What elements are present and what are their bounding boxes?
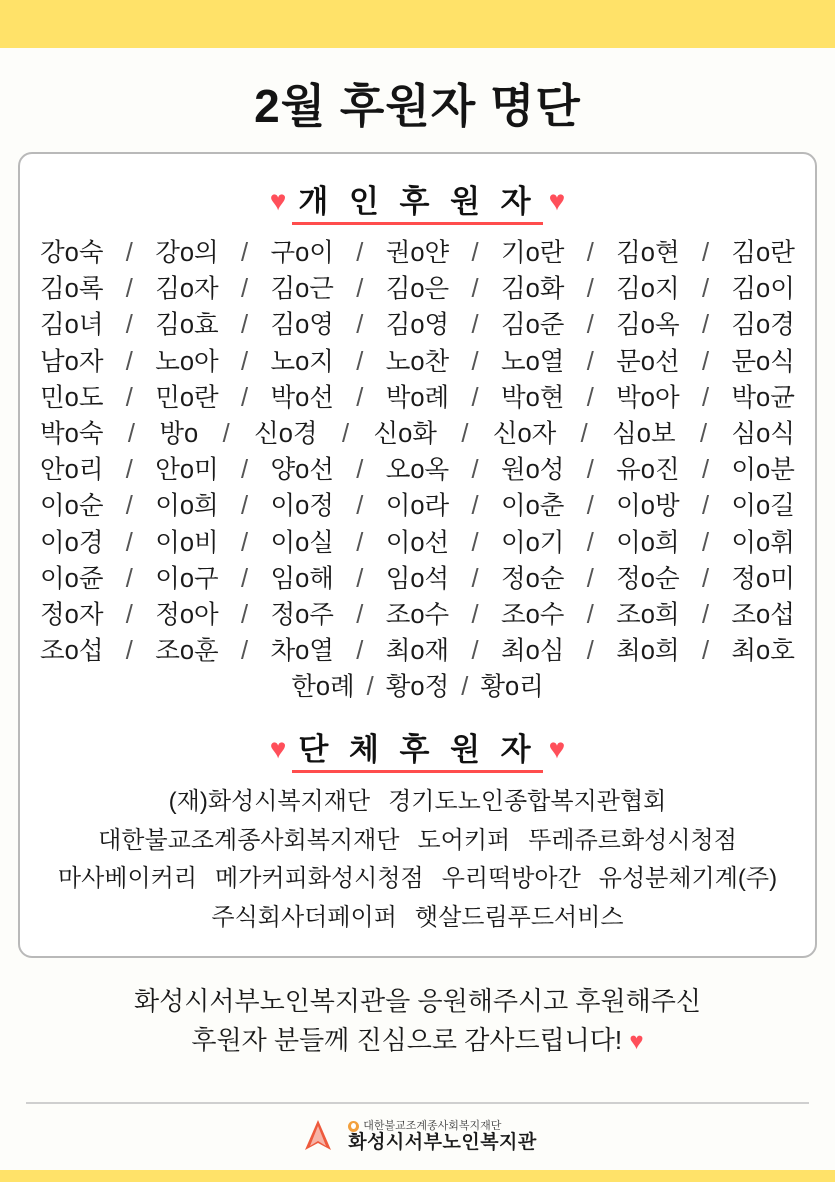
group-row: [34, 822, 801, 861]
name-separator: /: [356, 528, 364, 557]
group-donor-name: 마사베이커리: [57, 865, 198, 893]
donor-name: 정o순: [500, 564, 565, 593]
donor-name: 오o옥: [385, 456, 450, 485]
donor-name: 이o정: [270, 492, 334, 521]
group-section-label: 단 체 후 원 자: [292, 732, 542, 773]
name-separator: /: [356, 347, 364, 376]
name-separator: /: [356, 239, 364, 267]
group-row: [34, 783, 801, 822]
name-separator: /: [471, 528, 479, 557]
donor-name: 이o희: [616, 528, 680, 557]
group-section-heading: [34, 724, 801, 769]
donor-name: 심o보: [612, 420, 676, 449]
name-separator: /: [586, 601, 594, 630]
name-separator: /: [356, 492, 364, 521]
heart-icon-right: ♥: [548, 732, 566, 764]
name-separator: /: [241, 492, 249, 521]
donor-name: 정o주: [270, 601, 334, 630]
donor-name: 최o호: [731, 637, 795, 666]
name-separator: /: [125, 275, 133, 304]
donor-name: 조o희: [616, 601, 680, 630]
name-separator: /: [125, 347, 133, 376]
donor-row: [34, 380, 801, 416]
donor-name: 김o효: [155, 311, 219, 340]
group-donor-list: [34, 783, 801, 939]
name-separator: /: [461, 673, 469, 702]
donor-name: 정o자: [40, 601, 104, 630]
name-separator: /: [701, 456, 710, 485]
group-donor-name: 유성분체기계(주): [598, 865, 778, 893]
donor-name: 김o록: [40, 275, 104, 304]
donor-name: 정o미: [731, 564, 795, 593]
donor-row: [34, 271, 801, 307]
donor-name: 노o찬: [385, 347, 450, 376]
heart-icon: ♥: [629, 1028, 644, 1056]
donor-name: 노o지: [270, 347, 334, 376]
donor-name: 문o식: [731, 347, 795, 376]
name-separator: /: [241, 637, 249, 666]
donor-card: [18, 152, 817, 958]
donor-name: 임o해: [270, 564, 334, 593]
group-donor-name: 뚜레쥬르화성시청점: [528, 826, 737, 854]
bottom-color-band: [0, 1170, 835, 1182]
name-separator: /: [701, 528, 710, 557]
donor-name: 이o분: [731, 456, 795, 485]
name-separator: /: [125, 528, 133, 557]
donor-row: [34, 597, 801, 633]
donor-row: [34, 416, 801, 452]
name-separator: /: [586, 275, 594, 304]
donor-row: [34, 344, 801, 380]
name-separator: /: [471, 383, 479, 412]
group-donor-name: 주식회사더페이퍼: [211, 904, 397, 932]
name-separator: /: [125, 492, 133, 521]
name-separator: /: [461, 420, 469, 449]
name-separator: /: [701, 311, 710, 340]
donor-name: 방o: [159, 420, 199, 449]
donor-name: 김o현: [616, 239, 680, 267]
name-separator: /: [700, 420, 708, 449]
name-separator: /: [471, 564, 479, 593]
donor-name: 최o심: [500, 637, 565, 666]
closing-line-1: 화성시서부노인복지관을 응원해주시고 후원해주신: [134, 986, 701, 1017]
name-separator: /: [586, 564, 594, 593]
donor-name: 김o경: [731, 311, 795, 340]
name-separator: /: [471, 492, 479, 521]
name-separator: /: [701, 564, 710, 593]
donor-name: 노o열: [500, 347, 565, 376]
group-row: [34, 899, 801, 938]
name-separator: /: [471, 456, 479, 485]
donor-name: 구o이: [270, 239, 334, 267]
name-separator: /: [586, 456, 594, 485]
donor-name: 박o현: [500, 383, 565, 412]
donor-name: 신o자: [492, 420, 557, 449]
donor-name: 유o진: [616, 456, 680, 485]
name-separator: /: [701, 492, 710, 521]
logo-icon: [298, 1117, 338, 1157]
donor-name: 원o성: [500, 456, 565, 485]
name-separator: /: [701, 239, 710, 267]
donor-name: 이o비: [155, 528, 219, 557]
donor-name: 차o열: [270, 637, 334, 666]
name-separator: /: [586, 239, 594, 267]
name-separator: /: [356, 456, 364, 485]
name-separator: /: [241, 601, 249, 630]
donor-name: 최o희: [616, 637, 680, 666]
name-separator: /: [356, 564, 364, 593]
group-donor-name: 메가커피화성시청점: [215, 865, 424, 893]
name-separator: /: [701, 601, 710, 630]
donor-name: 이o쥰: [40, 564, 104, 593]
name-separator: /: [241, 383, 249, 412]
group-donor-name: 우리떡방아간: [441, 865, 581, 893]
name-separator: /: [241, 239, 249, 267]
donor-name: 조o섭: [40, 637, 104, 666]
donor-name: 강o숙: [40, 239, 104, 267]
donor-name: 신o화: [373, 420, 437, 449]
name-separator: /: [471, 347, 479, 376]
name-separator: /: [586, 383, 594, 412]
donor-name: 박o선: [270, 383, 334, 412]
page-title: 2월 후원자 명단: [254, 80, 581, 132]
name-separator: /: [125, 383, 133, 412]
name-separator: /: [127, 420, 135, 449]
donor-name: 박o아: [616, 383, 680, 412]
donor-name: 김o옥: [616, 311, 680, 340]
donor-name: 이o선: [385, 528, 450, 557]
donor-row: [34, 669, 801, 705]
donor-name: 김o자: [155, 275, 219, 304]
donor-name: 정o순: [616, 564, 680, 593]
name-separator: /: [471, 239, 479, 267]
heart-icon-right: ♥: [548, 185, 566, 216]
name-separator: /: [586, 311, 594, 340]
closing-line-2: [10, 1021, 825, 1060]
donor-name: 조o수: [385, 601, 450, 630]
footer-org-main: 화성시서부노인복지관: [348, 1132, 537, 1154]
donor-row: [34, 525, 801, 561]
name-separator: /: [580, 420, 588, 449]
donor-name: 한o례: [291, 673, 355, 702]
name-separator: /: [586, 637, 594, 666]
donor-row: [34, 561, 801, 597]
donor-name: 박o균: [731, 383, 795, 412]
donor-name: 심o식: [731, 420, 795, 449]
name-separator: /: [356, 383, 364, 412]
name-separator: /: [471, 637, 479, 666]
donor-name: 박o례: [385, 383, 450, 412]
name-separator: /: [586, 528, 594, 557]
donor-name: 이o휘: [731, 528, 795, 557]
donor-name: 김o란: [731, 239, 795, 267]
name-separator: /: [356, 275, 364, 304]
donor-name: 정o아: [155, 601, 219, 630]
donor-name: 이o길: [731, 492, 795, 521]
heart-icon-left: ♥: [269, 185, 287, 216]
donor-name: 민o란: [155, 383, 219, 412]
footer-text: [348, 1120, 537, 1154]
group-donor-name: 대한불교조계종사회복지재단: [98, 826, 400, 854]
donor-name: 김o준: [500, 311, 565, 340]
group-donor-name: 경기도노인종합복지관협회: [388, 787, 667, 815]
individual-donor-list: [34, 235, 801, 706]
donor-name: 권o얀: [385, 239, 450, 267]
donor-name: 이o순: [40, 492, 104, 521]
donor-name: 박o숙: [40, 420, 104, 449]
name-separator: /: [241, 347, 249, 376]
donor-name: 김o이: [731, 275, 795, 304]
name-separator: /: [125, 564, 133, 593]
donor-name: 황o리: [480, 673, 544, 702]
footer: [0, 1104, 835, 1170]
name-separator: /: [471, 311, 479, 340]
name-separator: /: [586, 492, 594, 521]
donor-row: [34, 452, 801, 488]
name-separator: /: [222, 420, 230, 449]
group-row: [34, 860, 801, 899]
donor-name: 이o춘: [500, 492, 565, 521]
name-separator: /: [125, 637, 133, 666]
footer-org-small-wrap: [348, 1120, 537, 1133]
donor-name: 이o희: [155, 492, 219, 521]
name-separator: /: [241, 528, 249, 557]
name-separator: /: [125, 311, 133, 340]
name-separator: /: [241, 275, 249, 304]
name-separator: /: [356, 637, 364, 666]
name-separator: /: [356, 311, 364, 340]
name-separator: /: [241, 456, 249, 485]
donor-name: 이o구: [155, 564, 219, 593]
name-separator: /: [701, 275, 710, 304]
donor-name: 김o은: [385, 275, 450, 304]
donor-name: 조o훈: [155, 637, 219, 666]
name-separator: /: [241, 311, 249, 340]
closing-line-2-text: 후원자 분들께 진심으로 감사드립니다!: [191, 1025, 623, 1056]
donor-name: 안o리: [40, 456, 104, 485]
name-separator: /: [701, 347, 710, 376]
donor-name: 최o재: [385, 637, 450, 666]
donor-name: 신o경: [254, 420, 318, 449]
donor-name: 남o자: [40, 347, 104, 376]
donor-name: 김o근: [270, 275, 334, 304]
donor-name: 김o영: [385, 311, 450, 340]
donor-name: 민o도: [40, 383, 104, 412]
donor-name: 기o란: [500, 239, 565, 267]
donor-name: 김o녀: [40, 311, 104, 340]
donor-name: 양o선: [270, 456, 334, 485]
name-separator: /: [586, 347, 594, 376]
donor-name: 이o라: [385, 492, 450, 521]
donor-row: [34, 488, 801, 524]
donor-name: 안o미: [155, 456, 219, 485]
group-donor-name: 도어키퍼: [417, 826, 511, 854]
donor-name: 이o실: [270, 528, 334, 557]
group-donor-name: (재)화성시복지재단: [168, 787, 371, 815]
name-separator: /: [471, 601, 479, 630]
donor-name: 조o수: [500, 601, 565, 630]
name-separator: /: [701, 383, 710, 412]
donor-name: 이o기: [500, 528, 565, 557]
name-separator: /: [125, 456, 133, 485]
footer-org-small: 대한불교조계종사회복지재단: [363, 1119, 502, 1132]
name-separator: /: [701, 637, 710, 666]
donor-row: [34, 235, 801, 271]
donor-name: 황o정: [385, 673, 450, 702]
donor-name: 문o선: [616, 347, 680, 376]
individual-section-heading: [34, 176, 801, 221]
donor-row: [34, 633, 801, 669]
donor-row: [34, 307, 801, 343]
name-separator: /: [125, 239, 133, 267]
group-donor-name: 햇살드림푸드서비스: [414, 904, 624, 932]
donor-name: 노o아: [155, 347, 219, 376]
donor-name: 김o영: [270, 311, 334, 340]
buddhist-emblem-icon: [348, 1121, 359, 1132]
individual-section-label: 개 인 후 원 자: [292, 184, 542, 225]
name-separator: /: [241, 564, 249, 593]
name-separator: /: [341, 420, 350, 449]
name-separator: /: [356, 601, 364, 630]
donor-name: 임o석: [385, 564, 450, 593]
donor-name: 김o화: [500, 275, 565, 304]
name-separator: /: [125, 601, 133, 630]
name-separator: /: [366, 673, 374, 702]
donor-name: 이o경: [40, 528, 104, 557]
donor-name: 김o지: [616, 275, 680, 304]
donor-name: 강o의: [155, 239, 219, 267]
donor-name: 이o방: [616, 492, 680, 521]
heart-icon-left: ♥: [269, 732, 287, 764]
top-color-band: [0, 0, 835, 48]
donor-name: 조o섭: [731, 601, 795, 630]
closing-message: [0, 958, 835, 1096]
name-separator: /: [471, 275, 479, 304]
